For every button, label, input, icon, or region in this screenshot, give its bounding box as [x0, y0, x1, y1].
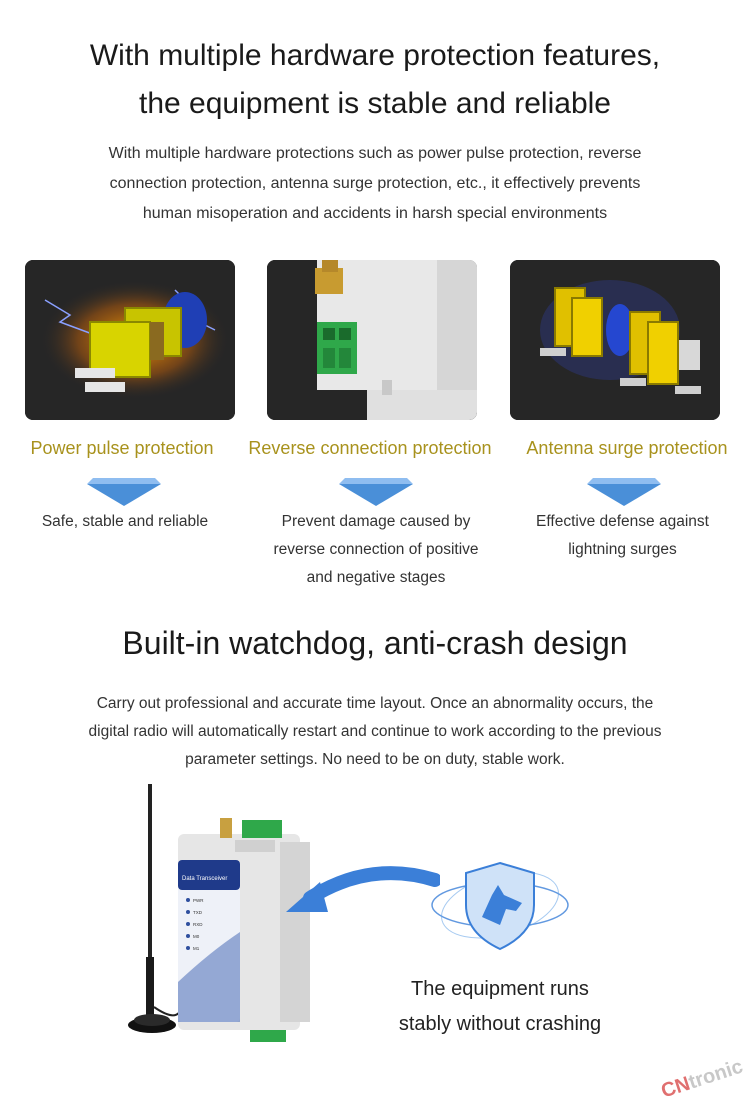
section1-desc-line3: human misoperation and accidents in harsh special environments — [142, 205, 608, 222]
curved-arrow-icon — [280, 860, 440, 920]
arrow-down-icon — [339, 478, 413, 506]
watchdog-shield-icon — [430, 855, 570, 955]
section1-title-line2: the equipment is stable and reliable — [139, 87, 611, 120]
feature-desc-line: Effective defense against — [536, 513, 709, 530]
led-label: TXD — [193, 910, 202, 915]
feature-desc-line: lightning surges — [568, 541, 677, 558]
section2-desc-line2: digital radio will automatically restart and continue to work according to the previous — [88, 723, 662, 740]
feature-desc-line: Safe, stable and reliable — [41, 513, 209, 530]
arrow-down-icon — [587, 478, 661, 506]
feature-desc-line: and negative stages — [306, 569, 446, 586]
led-label: M1 — [193, 946, 200, 951]
runs-caption — [380, 972, 620, 1042]
section2-desc-line1: Carry out professional and accurate time layout. Once an abnormality occurs, the — [96, 695, 654, 712]
led-label: M0 — [193, 934, 200, 939]
section1-desc-line2: connection protection, antenna surge protection, etc., it effectively prevents — [109, 175, 641, 192]
logo-suffix: tronic — [685, 1055, 746, 1094]
section2-desc-line3: parameter settings. No need to be on duty, stable work. — [185, 751, 565, 768]
feature-title-power-pulse: Power pulse protection — [30, 438, 214, 458]
reverse-connection-image — [267, 260, 477, 420]
logo-prefix: CN — [658, 1072, 693, 1103]
section2-description — [40, 690, 710, 774]
feature-desc-line: Prevent damage caused by — [281, 513, 471, 530]
feature-title-antenna-surge: Antenna surge protection — [526, 438, 728, 458]
device-label: Data Transceiver — [182, 876, 228, 882]
cntronic-logo — [658, 1056, 745, 1104]
feature-desc-line: reverse connection of positive — [273, 541, 479, 558]
section1-title-line1: With multiple hardware protection features, — [89, 39, 661, 72]
led-label: RXD — [193, 922, 203, 927]
runs-line2: stably without crashing — [398, 1013, 602, 1035]
feature-desc-antenna-surge — [520, 508, 725, 564]
section1-desc-line1: With multiple hardware protections such as power pulse protection, reverse — [108, 145, 642, 162]
feature-title-reverse-connection: Reverse connection protection — [248, 438, 492, 458]
feature-desc-power-pulse — [25, 508, 225, 536]
section2-title: Built-in watchdog, anti-crash design — [122, 625, 628, 661]
runs-line1: The equipment runs — [411, 978, 589, 1000]
power-pulse-image — [25, 260, 235, 420]
feature-desc-reverse-connection — [250, 508, 502, 592]
arrow-down-icon — [87, 478, 161, 506]
led-label: PWR — [193, 898, 204, 903]
section1-description — [40, 139, 710, 229]
antenna-surge-image — [510, 260, 720, 420]
